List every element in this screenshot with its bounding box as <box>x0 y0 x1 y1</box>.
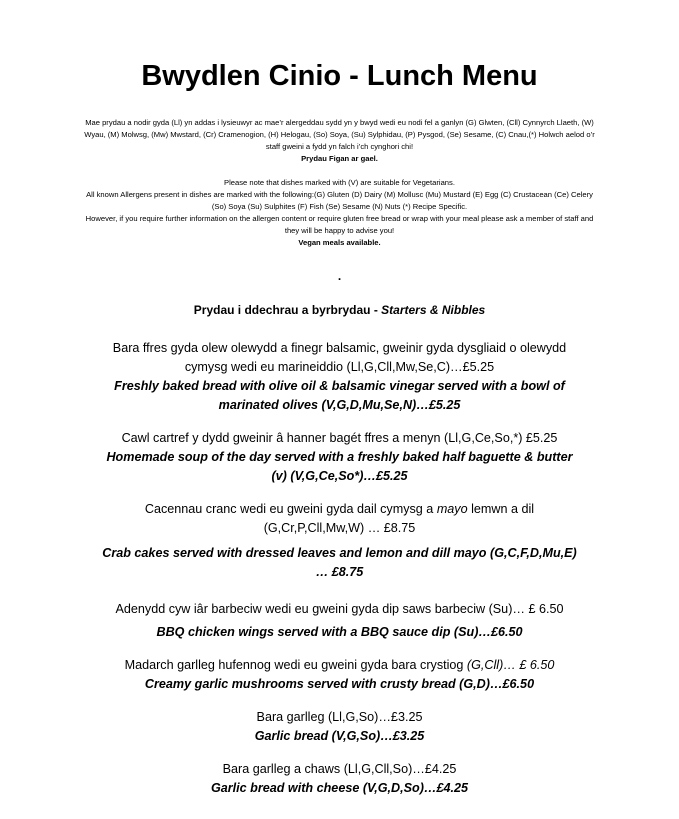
notes-welsh-vegan: Prydau Figan ar gael. <box>301 154 378 163</box>
item-welsh: Bara garlleg (Ll,G,So)…£3.25 <box>256 710 423 724</box>
item-welsh <box>100 656 579 675</box>
item-welsh: Bara garlleg a chaws (Ll,G,Cll,So)…£4.25 <box>222 762 457 776</box>
item-welsh: Cawl cartref y dydd gweinir â hanner bagét ffres a menyn (Ll,G,Ce,So,*) £5.25 <box>121 431 558 445</box>
item-welsh: Bara ffres gyda olew olewydd a finegr balsamic, gweinir gyda dysgliaid o olewydd cymysg wedi eu marineiddio (Ll,G,Cll,Mw,Se,C)…£5.25 <box>112 341 567 374</box>
notes-vegan: Vegan meals available. <box>298 238 381 247</box>
menu-item <box>0 500 679 582</box>
notes-vegetarian: Please note that dishes marked with (V) are suitable for Vegetarians. <box>224 178 455 187</box>
menu-item <box>0 600 679 642</box>
menu-item <box>0 656 679 694</box>
menu-item <box>0 760 679 798</box>
section-welsh: Prydau i ddechrau a byrbrydau - <box>193 303 382 317</box>
item-welsh <box>100 500 579 538</box>
item-welsh-part: lemwn a dil (G,Cr,P,Cll,Mw,W) … £8.75 <box>263 502 535 535</box>
item-english: Homemade soup of the day served with a freshly baked half baguette & butter (v) (V,G,Ce,So*)…£5.25 <box>106 450 573 483</box>
item-english: Freshly baked bread with olive oil & balsamic vinegar served with a bowl of marinated olives (V,G,D,Mu,Se,N)…£5.25 <box>114 379 565 412</box>
item-english: BBQ chicken wings served with a BBQ sauce dip (Su)…£6.50 <box>156 625 523 639</box>
item-welsh-part: Cacennau cranc wedi eu gweini gyda dail cymysg a <box>144 502 437 516</box>
item-welsh-italic: mayo <box>436 502 468 516</box>
item-welsh-part: Madarch garlleg hufennog wedi eu gweini gyda bara crystiog <box>124 658 467 672</box>
allergen-notes-english <box>0 177 679 249</box>
item-english: Crab cakes served with dressed leaves and lemon and dill mayo (G,C,F,D,Mu,E) … £8.75 <box>102 546 577 579</box>
separator: . <box>337 269 342 283</box>
item-welsh: Adenydd cyw iâr barbeciw wedi eu gweini gyda dip saws barbeciw (Su)… £ 6.50 <box>115 602 564 616</box>
notes-welsh-text: Mae prydau a nodir gyda (Ll) yn addas i lysieuwyr ac mae’r alergeddau sydd yn y bwyd wedi eu nodi fel a ganlyn (G) Glwten, (Cll) Cynnyrch Llaeth, (W) Wyau, (M) Molwsg, (Mw) Mwstard, (Cr) Cramenogion, (H) Helogau, (So) Soya, (Su) Sylphidau, (P) Pysgod, (Se) Sesame, (C) Cnau,(*) Holwch aelod o’r staff gweini a fydd yn falch i’ch cynghori chi! <box>84 118 595 151</box>
menu-item <box>0 708 679 746</box>
page-title: Bwydlen Cinio - Lunch Menu <box>141 60 538 92</box>
allergen-notes-welsh <box>0 117 679 165</box>
item-welsh-italic: (G,Cll)… £ 6.50 <box>466 658 555 672</box>
notes-allergens: All known Allergens present in dishes are marked with the following:(G) Gluten (D) Dairy (M) Mollusc (Mu) Mustard (E) Egg (C) Crustacean (Ce) Celery (So) Soya (Su) Sulphites (F) Fish (Se) Sesame (N) Nuts (*) Recipe Specific. <box>86 190 593 211</box>
menu-item <box>0 429 679 486</box>
menu-item <box>0 339 679 415</box>
notes-info: However, if you require further information on the allergen content or require gluten free bread or wrap with your meal please ask a member of staff and they will be happy to advise you! <box>85 214 594 235</box>
item-english: Creamy garlic mushrooms served with crusty bread (G,D)…£6.50 <box>144 677 535 691</box>
section-english: Starters & Nibbles <box>381 303 486 317</box>
item-english: Garlic bread (V,G,So)…£3.25 <box>254 729 425 743</box>
section-heading <box>0 302 679 318</box>
item-english: Garlic bread with cheese (V,G,D,So)…£4.25 <box>210 781 469 795</box>
